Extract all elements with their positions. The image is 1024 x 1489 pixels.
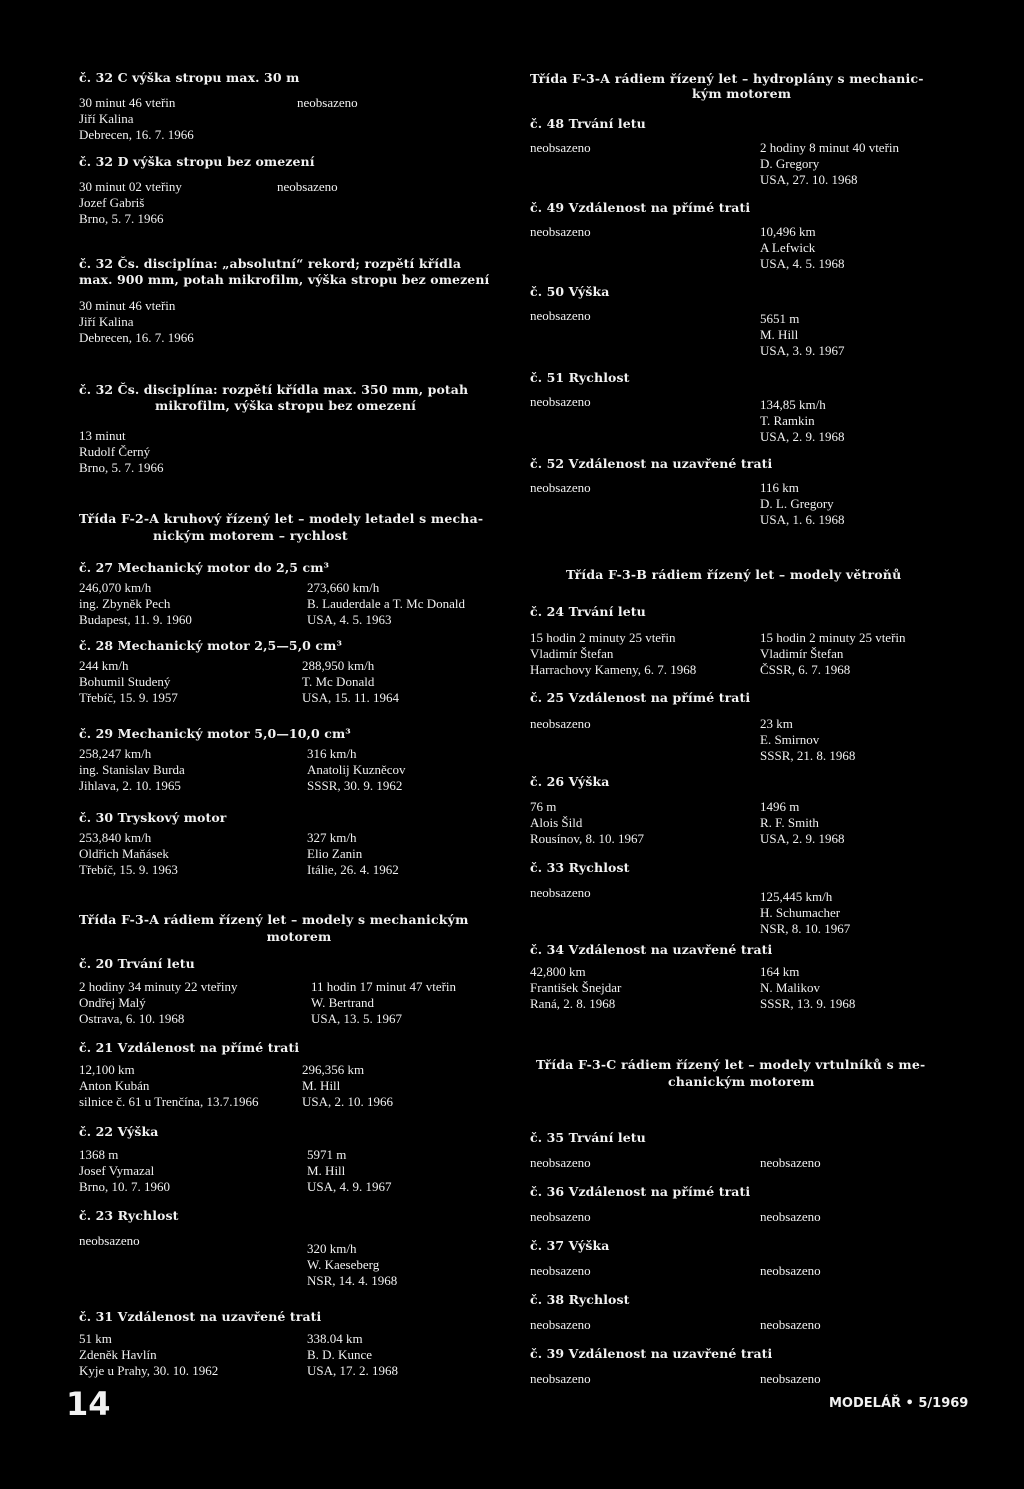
record-35 <box>530 1130 970 1171</box>
record-value: 244 km/h <box>79 658 129 673</box>
record-heading: č. 20 Trvání letu <box>79 956 195 971</box>
record-51 <box>530 370 970 442</box>
record-holder: Bohumil Studený <box>79 674 171 689</box>
record-value-world: 11 hodin 17 minut 47 vteřin <box>311 979 457 994</box>
record-heading: č. 33 Rychlost <box>530 860 630 875</box>
class-title: Třída F-2-A kruhový řízený let – modely letadel s mecha- <box>79 511 484 526</box>
record-value: neobsazeno <box>530 1155 591 1170</box>
record-52 <box>530 456 970 528</box>
class-title: Třída F-3-C rádiem řízený let – modely vrtulníků s me- <box>536 1057 926 1072</box>
record-place-date-world: USA, 15. 11. 1964 <box>302 690 400 705</box>
record-place-date-world: Itálie, 26. 4. 1962 <box>307 862 399 877</box>
record-value-world: neobsazeno <box>760 1317 821 1332</box>
record-holder-world: M. Hill <box>307 1163 346 1178</box>
record-heading: č. 32 Čs. disciplína: „absolutní“ rekord; rozpětí křídla <box>79 256 462 271</box>
record-heading: č. 21 Vzdálenost na přímé trati <box>79 1040 300 1055</box>
record-value: neobsazeno <box>530 1209 591 1224</box>
record-value-world: 338.04 km <box>307 1331 363 1346</box>
record-heading: č. 32 D výška stropu bez omezení <box>79 154 315 169</box>
record-heading: č. 52 Vzdálenost na uzavřené trati <box>530 456 773 471</box>
record-holder: Vladimír Štefan <box>530 646 614 661</box>
record-value-world: 327 km/h <box>307 830 357 845</box>
record-place-date: Raná, 2. 8. 1968 <box>530 996 616 1011</box>
record-heading: č. 32 Čs. disciplína: rozpětí křídla max. 350 mm, potah <box>79 382 469 397</box>
record-holder-world: N. Malikov <box>760 980 820 995</box>
record-holder: Oldřich Maňásek <box>79 846 169 861</box>
record-value: neobsazeno <box>530 1263 591 1278</box>
record-value-world: 5651 m <box>760 311 800 326</box>
record-value: 1368 m <box>79 1147 119 1162</box>
record-holder-world: Elio Zanin <box>307 846 363 861</box>
record-place-date: Debrecen, 16. 7. 1966 <box>79 330 194 345</box>
record-holder-world: W. Bertrand <box>311 995 375 1010</box>
record-holder: ing. Stanislav Burda <box>79 762 185 777</box>
record-26 <box>530 774 970 847</box>
record-48 <box>530 116 970 188</box>
record-value-world: 320 km/h <box>307 1241 357 1256</box>
record-heading: č. 26 Výška <box>530 774 610 789</box>
class-heading-f3c <box>530 1056 970 1090</box>
record-value: 30 minut 02 vteřiny <box>79 179 182 194</box>
class-heading-f3b <box>530 566 970 583</box>
record-value: 15 hodin 2 minuty 25 vteřin <box>530 630 676 645</box>
record-holder: Jozef Gabriš <box>79 195 145 210</box>
record-value: 76 m <box>530 799 557 814</box>
record-place-date-world: USA, 27. 10. 1968 <box>760 172 858 187</box>
record-value: 253,840 km/h <box>79 830 152 845</box>
record-value: 2 hodiny 34 minuty 22 vteřiny <box>79 979 238 994</box>
record-holder-world: W. Kaeseberg <box>307 1257 380 1272</box>
record-32-cs-350mm <box>79 382 519 476</box>
class-heading-f3a <box>79 911 519 945</box>
record-value-world: 164 km <box>760 964 800 979</box>
record-place-date-world: USA, 2. 9. 1968 <box>760 429 845 444</box>
record-heading: č. 23 Rychlost <box>79 1208 179 1223</box>
record-value-world: 288,950 km/h <box>302 658 375 673</box>
record-place-date-world: USA, 13. 5. 1967 <box>311 1011 403 1026</box>
record-place-date-world: USA, 2. 10. 1966 <box>302 1094 394 1109</box>
record-holder-world: B. Lauderdale a T. Mc Donald <box>307 596 465 611</box>
record-holder: Ondřej Malý <box>79 995 146 1010</box>
record-value: neobsazeno <box>530 1371 591 1386</box>
record-50 <box>530 284 970 356</box>
record-holder-world: M. Hill <box>760 327 799 342</box>
record-heading: č. 48 Trvání letu <box>530 116 646 131</box>
record-holder: Josef Vymazal <box>79 1163 155 1178</box>
record-value-world: 1496 m <box>760 799 800 814</box>
record-value-world: neobsazeno <box>277 179 338 194</box>
record-32-cs-absolute <box>79 256 519 346</box>
record-heading: č. 32 C výška stropu max. 30 m <box>79 70 300 85</box>
record-value-world: 2 hodiny 8 minut 40 vteřin <box>760 140 900 155</box>
record-heading: č. 31 Vzdálenost na uzavřené trati <box>79 1309 322 1324</box>
record-34 <box>530 942 970 1012</box>
record-value-world: neobsazeno <box>760 1371 821 1386</box>
record-heading: č. 50 Výška <box>530 284 610 299</box>
record-place-date: silnice č. 61 u Trenčína, 13.7.1966 <box>79 1094 259 1109</box>
class-title-cont: kým motorem <box>692 86 792 101</box>
record-place-date-world: NSR, 14. 4. 1968 <box>307 1273 398 1288</box>
record-29 <box>79 726 519 794</box>
record-holder: Anton Kubán <box>79 1078 150 1093</box>
class-title-cont: nickým motorem – rychlost <box>153 528 348 543</box>
record-heading: č. 27 Mechanický motor do 2,5 cm³ <box>79 560 330 575</box>
record-heading: č. 37 Výška <box>530 1238 610 1253</box>
record-value-world: neobsazeno <box>297 95 358 110</box>
record-value-world: 15 hodin 2 minuty 25 vteřin <box>760 630 906 645</box>
record-value: neobsazeno <box>530 480 591 495</box>
record-24 <box>530 604 970 678</box>
page-number: 14 <box>66 1385 111 1423</box>
record-value-world: 316 km/h <box>307 746 357 761</box>
record-heading: č. 25 Vzdálenost na přímé trati <box>530 690 751 705</box>
record-place-date-world: USA, 4. 5. 1968 <box>760 256 845 271</box>
record-holder: Rudolf Černý <box>79 444 151 459</box>
record-place-date-world: USA, 3. 9. 1967 <box>760 343 845 358</box>
record-value: 258,247 km/h <box>79 746 152 761</box>
record-holder: ing. Zbyněk Pech <box>79 596 171 611</box>
record-holder-world: D. L. Gregory <box>760 496 834 511</box>
record-holder-world: T. Ramkin <box>760 413 815 428</box>
record-36 <box>530 1184 970 1225</box>
record-place-date-world: SSSR, 13. 9. 1968 <box>760 996 856 1011</box>
record-value: neobsazeno <box>79 1233 140 1248</box>
record-heading: č. 29 Mechanický motor 5,0—10,0 cm³ <box>79 726 351 741</box>
record-heading: č. 28 Mechanický motor 2,5—5,0 cm³ <box>79 638 343 653</box>
record-value: 30 minut 46 vteřin <box>79 95 176 110</box>
record-heading: č. 22 Výška <box>79 1124 159 1139</box>
record-30 <box>79 810 519 878</box>
record-place-date: Ostrava, 6. 10. 1968 <box>79 1011 185 1026</box>
record-value-world: neobsazeno <box>760 1209 821 1224</box>
record-holder-world: M. Hill <box>302 1078 341 1093</box>
record-value: 246,070 km/h <box>79 580 152 595</box>
record-heading: č. 51 Rychlost <box>530 370 630 385</box>
record-holder-world: E. Smirnov <box>760 732 820 747</box>
record-value-world: 296,356 km <box>302 1062 365 1077</box>
record-20 <box>79 956 519 1027</box>
record-49 <box>530 200 970 272</box>
record-holder: Alois Šild <box>530 815 583 830</box>
record-value-world: 23 km <box>760 716 793 731</box>
record-value: neobsazeno <box>530 885 591 900</box>
record-37 <box>530 1238 970 1279</box>
record-holder-world: B. D. Kunce <box>307 1347 372 1362</box>
record-value: neobsazeno <box>530 224 591 239</box>
record-value-world: neobsazeno <box>760 1155 821 1170</box>
class-title: Třída F-3-B rádiem řízený let – modely větroňů <box>566 567 902 582</box>
record-28 <box>79 638 519 706</box>
record-place-date: Brno, 10. 7. 1960 <box>79 1179 170 1194</box>
record-place-date: Třebíč, 15. 9. 1963 <box>79 862 178 877</box>
record-32d <box>79 154 519 227</box>
record-value: neobsazeno <box>530 140 591 155</box>
record-holder: Jiří Kalina <box>79 314 134 329</box>
record-23 <box>79 1208 519 1288</box>
record-value: neobsazeno <box>530 716 591 731</box>
record-value: neobsazeno <box>530 308 591 323</box>
magazine-issue: MODELÁŘ • 5/1969 <box>829 1396 969 1411</box>
record-place-date: Rousínov, 8. 10. 1967 <box>530 831 644 846</box>
record-value: 42,800 km <box>530 964 586 979</box>
record-25 <box>530 690 970 764</box>
record-value-world: neobsazeno <box>760 1263 821 1278</box>
record-holder: Jiří Kalina <box>79 111 134 126</box>
class-title-cont: chanickým motorem <box>668 1074 815 1089</box>
record-place-date-world: ČSSR, 6. 7. 1968 <box>760 662 851 677</box>
record-value-world: 10,496 km <box>760 224 816 239</box>
record-place-date: Brno, 5. 7. 1966 <box>79 211 164 226</box>
record-heading-cont: max. 900 mm, potah mikrofilm, výška stropu bez omezení <box>79 272 490 287</box>
record-heading: č. 24 Trvání letu <box>530 604 646 619</box>
record-holder: Zdeněk Havlín <box>79 1347 157 1362</box>
record-heading: č. 49 Vzdálenost na přímé trati <box>530 200 751 215</box>
record-value: 12,100 km <box>79 1062 135 1077</box>
record-place-date: Třebíč, 15. 9. 1957 <box>79 690 178 705</box>
record-holder-world: A Lefwick <box>760 240 816 255</box>
record-place-date: Kyje u Prahy, 30. 10. 1962 <box>79 1363 219 1378</box>
record-value: 13 minut <box>79 428 126 443</box>
record-place-date-world: USA, 17. 2. 1968 <box>307 1363 399 1378</box>
record-heading: č. 30 Tryskový motor <box>79 810 227 825</box>
record-place-date: Jihlava, 2. 10. 1965 <box>79 778 181 793</box>
record-place-date-world: USA, 4. 9. 1967 <box>307 1179 392 1194</box>
record-place-date: Budapest, 11. 9. 1960 <box>79 612 192 627</box>
record-22 <box>79 1124 519 1195</box>
record-place-date: Brno, 5. 7. 1966 <box>79 460 164 475</box>
record-holder: František Šnejdar <box>530 980 622 995</box>
record-holder-world: T. Mc Donald <box>302 674 375 689</box>
record-heading: č. 35 Trvání letu <box>530 1130 646 1145</box>
record-value: 30 minut 46 vteřin <box>79 298 176 313</box>
class-title-cont: motorem <box>266 929 332 944</box>
record-heading-cont: mikrofilm, výška stropu bez omezení <box>155 398 417 413</box>
record-33 <box>530 860 970 936</box>
record-place-date-world: SSSR, 30. 9. 1962 <box>307 778 403 793</box>
class-heading-f3a-hydro <box>530 70 970 100</box>
record-value-world: 273,660 km/h <box>307 580 380 595</box>
record-place-date-world: USA, 4. 5. 1963 <box>307 612 392 627</box>
record-value-world: 5971 m <box>307 1147 347 1162</box>
record-place-date-world: USA, 1. 6. 1968 <box>760 512 845 527</box>
record-heading: č. 36 Vzdálenost na přímé trati <box>530 1184 751 1199</box>
record-heading: č. 39 Vzdálenost na uzavřené trati <box>530 1346 773 1361</box>
record-place-date-world: SSSR, 21. 8. 1968 <box>760 748 856 763</box>
record-heading: č. 38 Rychlost <box>530 1292 630 1307</box>
record-31 <box>79 1309 519 1379</box>
record-21 <box>79 1040 519 1110</box>
record-value: neobsazeno <box>530 1317 591 1332</box>
record-place-date-world: NSR, 8. 10. 1967 <box>760 921 851 936</box>
record-27 <box>79 560 519 628</box>
record-32c <box>79 70 519 143</box>
class-heading-f2a <box>79 510 519 544</box>
record-holder-world: Anatolij Kuzněcov <box>307 762 406 777</box>
record-value: neobsazeno <box>530 394 591 409</box>
record-place-date-world: USA, 2. 9. 1968 <box>760 831 845 846</box>
record-holder-world: H. Schumacher <box>760 905 841 920</box>
class-title: Třída F-3-A rádiem řízený let – modely s mechanickým <box>79 912 469 927</box>
record-holder-world: Vladimír Štefan <box>760 646 844 661</box>
class-title: Třída F-3-A rádiem řízený let – hydroplány s mechanic- <box>530 71 924 86</box>
record-value: 51 km <box>79 1331 112 1346</box>
record-place-date: Debrecen, 16. 7. 1966 <box>79 127 194 142</box>
record-value-world: 116 km <box>760 480 799 495</box>
record-39 <box>530 1346 970 1387</box>
record-holder-world: R. F. Smith <box>760 815 819 830</box>
record-value-world: 134,85 km/h <box>760 397 826 412</box>
record-value-world: 125,445 km/h <box>760 889 833 904</box>
record-heading: č. 34 Vzdálenost na uzavřené trati <box>530 942 773 957</box>
record-holder-world: D. Gregory <box>760 156 820 171</box>
record-place-date: Harrachovy Kameny, 6. 7. 1968 <box>530 662 697 677</box>
record-38 <box>530 1292 970 1333</box>
